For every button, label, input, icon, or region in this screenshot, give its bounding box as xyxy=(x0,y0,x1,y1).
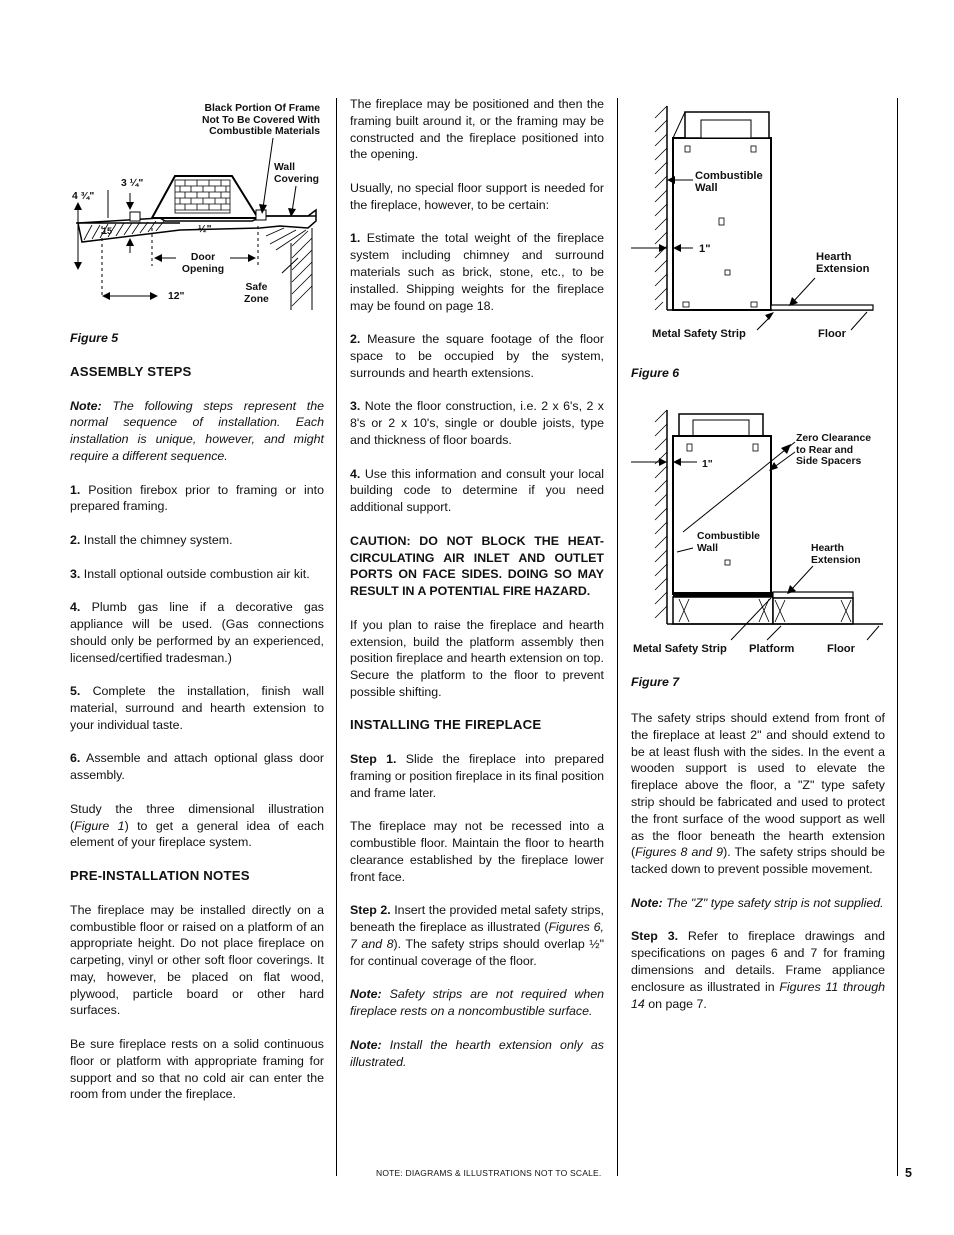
fig7-label-zero-clearance: Zero Clearance to Rear and Side Spacers xyxy=(796,433,872,467)
fig7-label-floor: Floor xyxy=(827,643,855,655)
dim-half: ½" xyxy=(198,224,212,235)
fig7-label-hearth-extension: Hearth Extension xyxy=(811,543,861,566)
col2-item-4: 4. Use this information and consult your local building code to determine if you need additional support. xyxy=(350,466,604,515)
col2-item-2: 2. Measure the square footage of the floor space to be occupied by the system, surrounds and hearth extensions. xyxy=(350,332,604,380)
assembly-step-3: 3. Install optional outside combustion air kit. xyxy=(70,566,310,581)
fig7-label-combustible-wall: Combustible Wall xyxy=(697,531,760,554)
col2-p1: The fireplace may be positioned and then the framing built around it, or the framing may be constructed and the fireplace positioned into the opening. xyxy=(350,97,604,162)
column-divider-2 xyxy=(617,98,618,1176)
figure-6 xyxy=(631,98,887,348)
page-number: 5 xyxy=(905,1166,912,1180)
column-divider-3 xyxy=(897,98,898,1176)
fig6-label-hearth-extension: Hearth Extension xyxy=(816,251,870,275)
fig6-label-combustible-wall: Combustible Wall xyxy=(695,170,763,194)
assembly-step-6: 6. Assemble and attach optional glass door assembly. xyxy=(70,751,324,783)
col2-item-1: 1. Estimate the total weight of the fireplace system including chimney and surround materials such as brick, stone, etc., to be installed. Shipping weights for the fireplace may be found on page 18. xyxy=(350,231,604,313)
figure-5-caption: Figure 5 xyxy=(70,331,119,345)
col2-item-3: 3. Note the floor construction, i.e. 2 x 6's, 2 x 8's or 2 x 10's, single or double joists, type and thickness of floor boards. xyxy=(350,399,604,447)
footer-note: NOTE: DIAGRAMS & ILLUSTRATIONS NOT TO SCALE. xyxy=(376,1168,602,1178)
dim-15: 15 xyxy=(102,226,113,236)
figure-7-caption: Figure 7 xyxy=(631,675,680,689)
installing-heading: INSTALLING THE FIREPLACE xyxy=(350,717,542,733)
assembly-study: Study the three dimensional illustration (Figure 1) to get a general idea of each element of your fireplace system. xyxy=(70,801,324,850)
col3-note: Note: The "Z" type safety strip is not supplied. xyxy=(631,895,884,910)
figure-5 xyxy=(70,98,330,323)
fig7-dim-1: 1" xyxy=(702,459,713,470)
col3-step-3: Step 3. Refer to fireplace drawings and specifications on pages 6 and 7 for framing dimensions and details. Frame appliance enclosure as illustrated in Figures 11 through 14 on page 7. xyxy=(631,929,885,1011)
col2-step-1: Step 1. Slide the fireplace into prepared framing or position fireplace in its final position and frame later. xyxy=(350,752,604,800)
col2-note-2: Note: Install the hearth extension only as illustrated. xyxy=(350,1037,604,1069)
assembly-step-4: 4. Plumb gas line if a decorative gas appliance will be used. (Gas connections should only be performed by an experienced, licensed/certified tradesman.) xyxy=(70,600,324,665)
col2-p3: If you plan to raise the fireplace and hearth extension, build the platform assembly then position fireplace and hearth extension on top. Secure the platform to the floor to prevent possible shifting. xyxy=(350,617,604,699)
dim-3-1-4: 3 ¼" xyxy=(121,178,144,189)
column-3 xyxy=(631,710,885,1029)
label-black-portion: Black Portion Of Frame Not To Be Covered With Combustible Materials xyxy=(201,103,320,137)
fig6-dim-1: 1" xyxy=(699,243,711,255)
label-door-opening: Door Opening xyxy=(176,252,230,275)
fig7-label-platform: Platform xyxy=(749,643,795,655)
col2-step-2: Step 2. Insert the provided metal safety strips, beneath the fireplace as illustrated (Figures 6, 7 and 8). The safety strips should overlap ½" for continual coverage of the floor. xyxy=(350,903,604,968)
col2-note-1: Note: Safety strips are not required when fireplace rests on a noncombustible surface. xyxy=(350,987,604,1019)
column-1 xyxy=(70,330,324,1120)
assembly-steps-heading: ASSEMBLY STEPS xyxy=(70,363,192,379)
column-divider-1 xyxy=(336,98,337,1176)
col3-p1: The safety strips should extend from front of the fireplace at least 2" and should extend to be at least flush with the sides. In the event a wooden support is used to elevate the fireplace above the floor, a "Z" type safety strip should be fabricated and used to protect the front surface of the wood support as well as the floor beneath the hearth extension (Figures 8 and 9). The safety strips should be tacked down to prevent possible movement. xyxy=(631,711,885,877)
fig6-label-metal-safety-strip: Metal Safety Strip xyxy=(652,328,746,340)
dim-4-3-4: 4 ¾" xyxy=(72,191,95,202)
label-safe-zone: Safe Zone xyxy=(244,282,269,305)
column-2 xyxy=(350,96,604,1087)
dim-12: 12" xyxy=(168,291,185,302)
assembly-note: Note: The following steps represent the normal sequence of installation. Each installation is unique, however, and might require a different sequence. xyxy=(70,398,324,463)
col2-p4: The fireplace may not be recessed into a combustible floor. Maintain the floor to hearth clearance established by the fireplace lower front face. xyxy=(350,819,604,884)
preinstall-p2: Be sure fireplace rests on a solid continuous floor or platform with appropriate framing for support and so that no cold air can enter the room from under the fireplace. xyxy=(70,1037,324,1102)
fig6-label-floor: Floor xyxy=(818,328,846,340)
figure-6-caption: Figure 6 xyxy=(631,366,680,380)
preinstall-p1: The fireplace may be installed directly on a combustible floor or raised on a platform of an appropriate height. Do not place fireplace on carpeting, vinyl or other soft floor coverings. It may, however, be placed on flat wood, plywood, particle board or other hard surfaces. xyxy=(70,902,324,1018)
assembly-step-1: 1. Position firebox prior to framing or into prepared framing. xyxy=(70,482,324,514)
label-wall-covering: Wall Covering xyxy=(274,162,320,185)
fig7-label-metal-safety-strip: Metal Safety Strip xyxy=(633,643,727,655)
caution-text: CAUTION: DO NOT BLOCK THE HEAT-CIRCULATING AIR INLET AND OUTLET PORTS ON FACE SIDES. DOING SO MAY RESULT IN A POTENTIAL FIRE HAZARD. xyxy=(350,533,604,599)
assembly-step-2: 2. Install the chimney system. xyxy=(70,532,233,547)
figure-6-drawing xyxy=(631,98,887,348)
preinstall-heading: PRE-INSTALLATION NOTES xyxy=(70,867,250,883)
assembly-step-5: 5. Complete the installation, finish wall material, surround and hearth extension to your individual taste. xyxy=(70,684,324,732)
figure-7 xyxy=(631,402,887,660)
col2-p2: Usually, no special floor support is needed for the fireplace, however, to be certain: xyxy=(350,180,604,212)
